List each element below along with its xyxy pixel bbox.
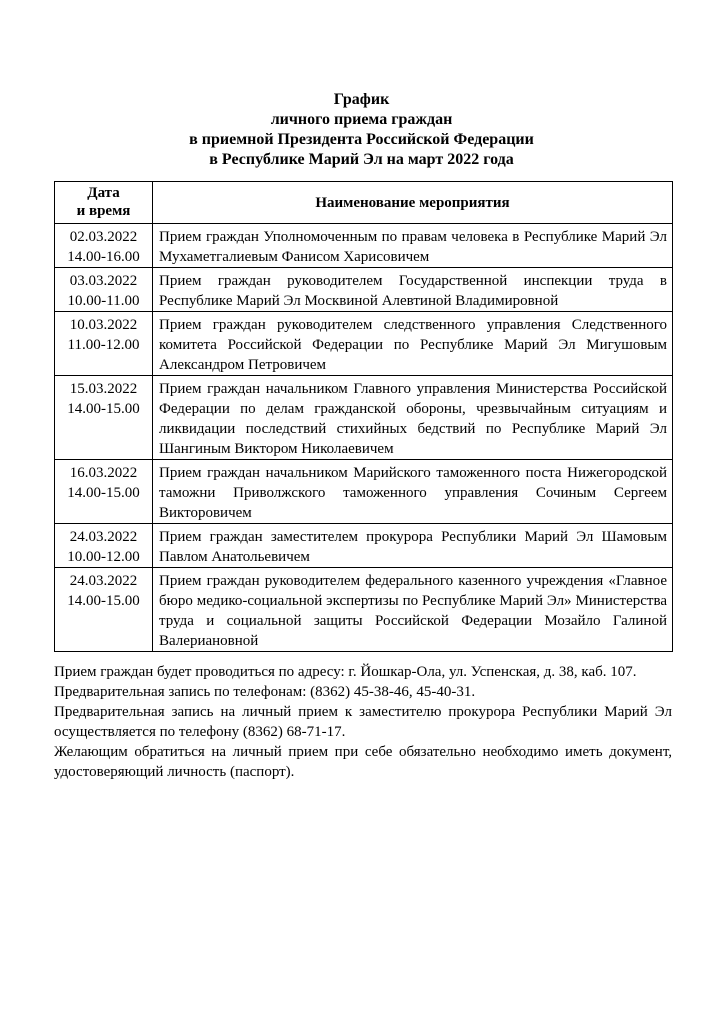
event-date: 10.03.2022: [69, 317, 138, 333]
prosecutor-note: Предварительная запись на личный прием к заместителю прокурора Республики Марий Эл осуществляется по телефону (8362) 68-71-17.: [54, 704, 672, 740]
schedule-table: [54, 181, 673, 652]
event-description: Прием граждан начальником Главного управления Министерства Российской Федерации по делам гражданской обороны, чрезвычайным ситуациям и ликвидации последствий стихийных бедствий по Республике Марий Эл Шангиным Виктором Николаевичем: [153, 376, 673, 460]
date-time-cell: [55, 568, 153, 652]
event-date: 15.03.2022: [69, 381, 138, 397]
title-line-4: в Республике Марий Эл на март 2022 года: [209, 151, 514, 168]
document-title: [0, 90, 723, 170]
event-header: Наименование мероприятия: [153, 182, 673, 224]
date-time-header: [55, 182, 153, 224]
event-time: 14.00-15.00: [67, 485, 140, 501]
date-time-cell: [55, 312, 153, 376]
table-row: [55, 568, 673, 652]
title-line-3: в приемной Президента Российской Федерации: [189, 131, 534, 148]
event-time: 14.00-15.00: [67, 593, 140, 609]
table-row: [55, 312, 673, 376]
event-description: Прием граждан руководителем федерального казенного учреждения «Главное бюро медико-социальной экспертизы по Республике Марий Эл» Министерства труда и социальной защиты Российской Федерации Мозайло Галиной Валериановной: [153, 568, 673, 652]
date-header-line-1: Дата: [87, 185, 120, 201]
table-row: [55, 376, 673, 460]
id-note: Желающим обратиться на личный прием при себе обязательно необходимо иметь документ, удостоверяющий личность (паспорт).: [54, 744, 672, 780]
table-header-row: [55, 182, 673, 224]
date-time-cell: [55, 524, 153, 568]
date-time-cell: [55, 224, 153, 268]
event-description: Прием граждан руководителем следственного управления Следственного комитета Российской Федерации по Республике Марий Эл Мигушовым Александром Петровичем: [153, 312, 673, 376]
notes-section: [54, 662, 672, 782]
table-row: [55, 524, 673, 568]
schedule-body: [55, 224, 673, 652]
event-description: Прием граждан заместителем прокурора Республики Марий Эл Шамовым Павлом Анатольевичем: [153, 524, 673, 568]
date-time-cell: [55, 268, 153, 312]
date-time-cell: [55, 460, 153, 524]
event-description: Прием граждан Уполномоченным по правам человека в Республике Марий Эл Мухаметгалиевым Фанисом Харисовичем: [153, 224, 673, 268]
date-header-line-2: и время: [76, 203, 131, 219]
date-time-cell: [55, 376, 153, 460]
event-date: 24.03.2022: [69, 529, 138, 545]
event-time: 10.00-11.00: [67, 293, 140, 309]
title-line-2: личного приема граждан: [270, 111, 453, 128]
event-time: 14.00-16.00: [67, 249, 140, 265]
event-description: Прием граждан руководителем Государственной инспекции труда в Республике Марий Эл Москвиной Алевтиной Владимировной: [153, 268, 673, 312]
table-row: [55, 224, 673, 268]
event-date: 03.03.2022: [69, 273, 138, 289]
address-note: Прием граждан будет проводиться по адресу: г. Йошкар-Ола, ул. Успенская, д. 38, каб. 107.: [54, 664, 637, 680]
table-row: [55, 460, 673, 524]
event-date: 24.03.2022: [69, 573, 138, 589]
event-time: 10.00-12.00: [67, 549, 140, 565]
event-date: 02.03.2022: [69, 229, 138, 245]
phones-note: Предварительная запись по телефонам: (8362) 45-38-46, 45-40-31.: [54, 684, 476, 700]
table-row: [55, 268, 673, 312]
event-time: 14.00-15.00: [67, 401, 140, 417]
event-description: Прием граждан начальником Марийского таможенного поста Нижегородской таможни Приволжского таможенного управления Сочиным Сергеем Викторовичем: [153, 460, 673, 524]
event-time: 11.00-12.00: [67, 337, 140, 353]
title-line-1: График: [333, 91, 390, 108]
event-date: 16.03.2022: [69, 465, 138, 481]
